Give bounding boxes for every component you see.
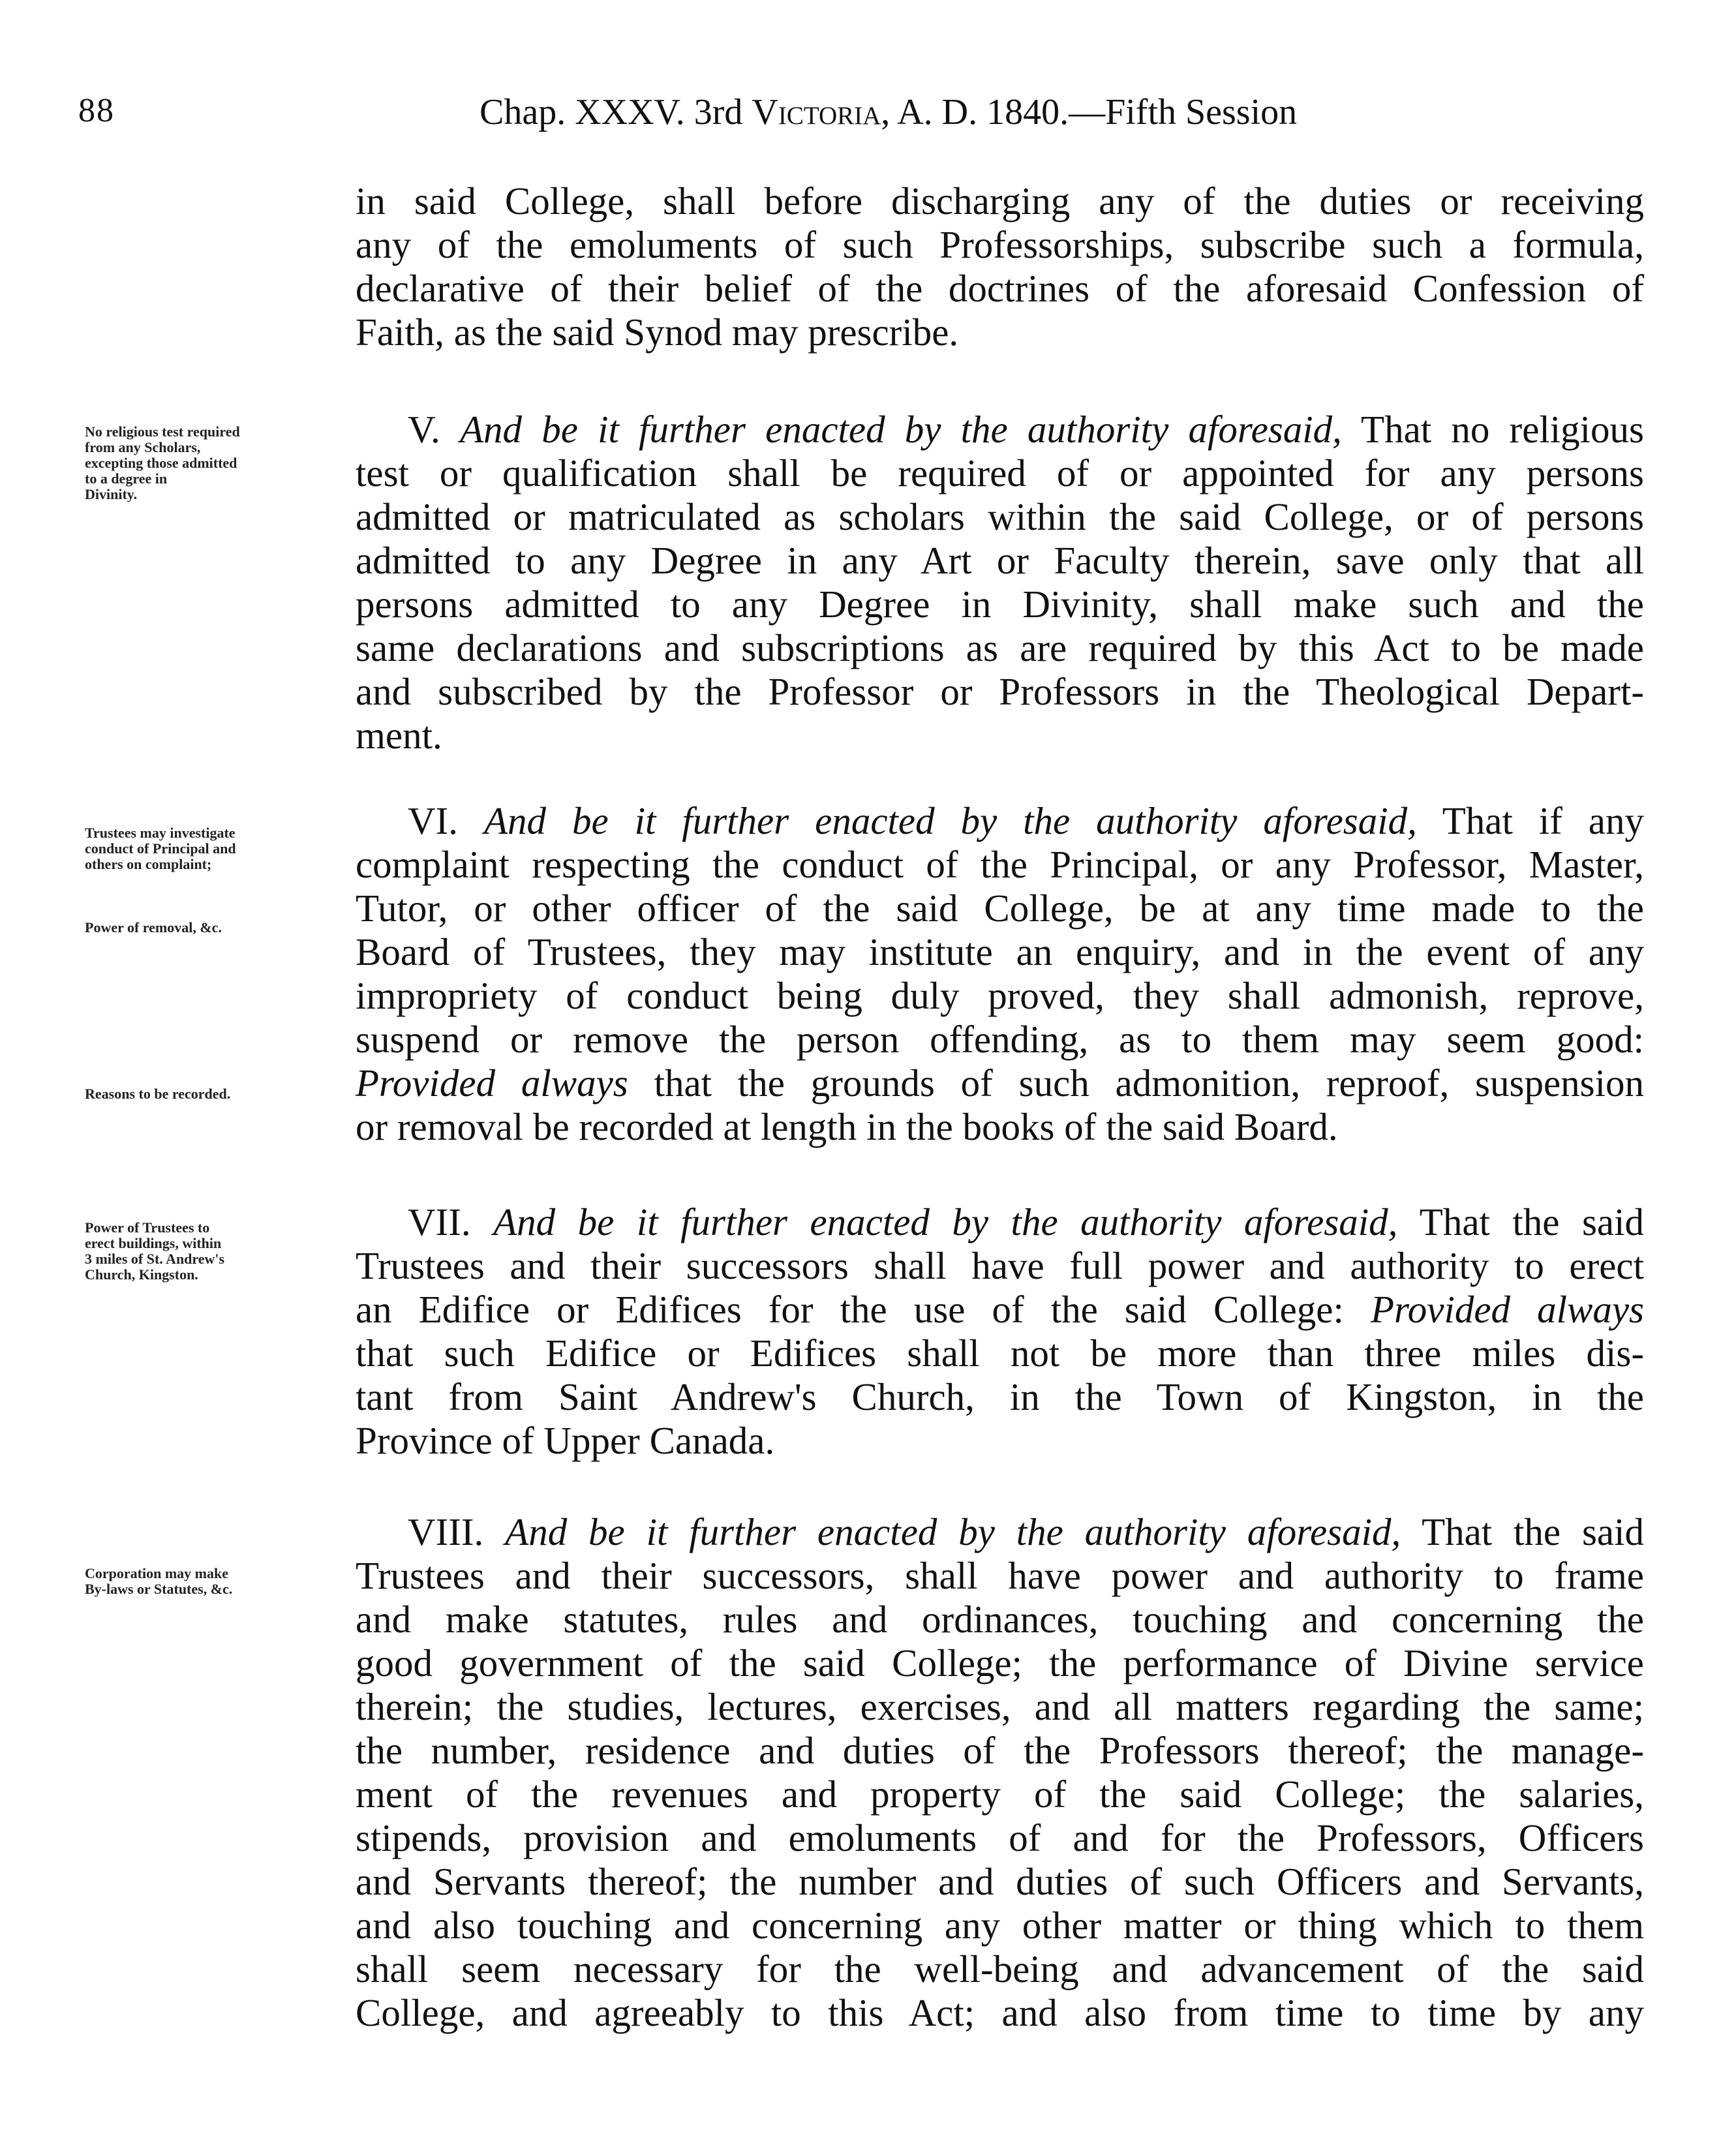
text-line: Trustees and their successors, shall have power and authority to frame (356, 1554, 1644, 1597)
marginal-note-vi-a (85, 825, 349, 872)
text-fragment: an Edifice or Edifices for the use of the said College: (356, 1288, 1344, 1331)
text-line: same declarations and subscriptions as are required by this Act to be made (356, 626, 1644, 669)
text-line: stipends, provision and emoluments of and for the Professors, Officers (356, 1816, 1644, 1859)
marginal-note-vi-c (85, 1086, 349, 1102)
note-line: 3 miles of St. Andrew's (85, 1251, 225, 1267)
text-line: Trustees and their successors shall have full power and authority to erect (356, 1244, 1644, 1287)
note-line: Corporation may make (85, 1565, 228, 1581)
enacting-clause: And be it further enacted by the authority aforesaid, (483, 799, 1417, 842)
note-line: excepting those admitted (85, 455, 237, 471)
text-line: in said College, shall before discharging any of the duties or receiving (356, 179, 1644, 222)
text-fragment: That no religious (1361, 408, 1645, 451)
section-numeral: VI. (408, 799, 459, 842)
enacting-clause: And be it further enacted by the authority aforesaid, (505, 1510, 1401, 1553)
provided-always: Provided always (356, 1061, 628, 1105)
text-line: and subscribed by the Professor or Professors in the Theological Depart- (356, 670, 1644, 713)
marginal-note-viii (85, 1566, 349, 1597)
note-line: No religious test required (85, 423, 240, 440)
marginal-note-vi-b (85, 920, 349, 936)
note-line: conduct of Principal and (85, 840, 236, 857)
enacting-clause: And be it further enacted by the authority aforesaid, (459, 408, 1342, 451)
section-vi (356, 799, 1644, 1149)
text-line: that such Edifice or Edifices shall not be more than three miles dis- (356, 1332, 1644, 1375)
text-line: persons admitted to any Degree in Divinity, shall make such and the (356, 583, 1644, 626)
text-line: College, and agreeably to this Act; and also from time to time by any (356, 1991, 1644, 2034)
section-numeral: V. (408, 408, 440, 451)
marginal-note-v (85, 424, 349, 502)
text-fragment: That if any (1442, 799, 1644, 842)
text-line: Board of Trustees, they may institute an enquiry, and in the event of any (356, 930, 1644, 973)
text-line: Tutor, or other officer of the said College, be at any time made to the (356, 887, 1644, 930)
enacting-clause: And be it further enacted by the authority aforesaid, (493, 1200, 1398, 1243)
page-header (78, 91, 1501, 137)
section-viii-first-line (356, 1510, 1644, 1554)
text-line: test or qualification shall be required of or appointed for any persons (356, 451, 1644, 495)
text-line: tant from Saint Andrew's Church, in the Town of Kingston, in the (356, 1375, 1644, 1418)
page-number: 88 (78, 92, 115, 129)
provided-line (356, 1288, 1644, 1332)
note-line: erect buildings, within (85, 1235, 222, 1251)
text-line: ment. (356, 714, 442, 757)
note-line: Trustees may investigate (85, 825, 236, 841)
text-fragment: That the said (1422, 1510, 1644, 1553)
continuation-paragraph (356, 179, 1644, 354)
section-vii-first-line (356, 1200, 1644, 1244)
running-head-prefix: Chap. XXXV. 3rd (480, 92, 752, 132)
section-vii (356, 1200, 1644, 1463)
text-line: good government of the said College; the performance of Divine service (356, 1641, 1644, 1684)
text-line: suspend or remove the person offending, as to them may seem good: (356, 1018, 1644, 1061)
text-line: and also touching and concerning any other matter or thing which to them (356, 1904, 1644, 1947)
section-v-first-line (356, 408, 1644, 451)
text-line: and make statutes, rules and ordinances, touching and concerning the (356, 1598, 1644, 1641)
text-fragment: that the grounds of such admonition, reproof, suspension (654, 1061, 1645, 1105)
section-vi-first-line (356, 799, 1644, 843)
text-line: therein; the studies, lectures, exercises, and all matters regarding the same; (356, 1685, 1644, 1728)
text-line: the number, residence and duties of the Professors thereof; the manage- (356, 1729, 1644, 1772)
section-numeral: VIII. (408, 1510, 484, 1553)
provided-always: Provided always (1370, 1288, 1645, 1331)
section-numeral: VII. (408, 1200, 471, 1243)
text-line: complaint respecting the conduct of the Principal, or any Professor, Master, (356, 843, 1644, 886)
note-line: to a degree in (85, 470, 168, 487)
note-line: Divinity. (85, 486, 138, 502)
text-line: shall seem necessary for the well-being and advancement of the said (356, 1947, 1644, 1990)
note-line: By-laws or Statutes, &c. (85, 1581, 233, 1597)
note-line: Church, Kingston. (85, 1266, 198, 1283)
section-v (356, 408, 1644, 757)
running-head (480, 91, 1297, 133)
text-line: admitted or matriculated as scholars within the said College, or of persons (356, 495, 1644, 538)
text-line: ment of the revenues and property of the said College; the salaries, (356, 1773, 1644, 1816)
running-head-suffix: , A. D. 1840.—Fifth Session (881, 92, 1298, 132)
note-line: Reasons to be recorded. (85, 1086, 231, 1102)
marginal-note-vii (85, 1220, 349, 1283)
text-fragment: That the said (1419, 1200, 1644, 1243)
note-line: Power of removal, &c. (85, 919, 222, 936)
running-head-victoria: Victoria (752, 92, 881, 132)
note-line: Power of Trustees to (85, 1219, 210, 1236)
section-viii (356, 1510, 1644, 2035)
text-line: Faith, as the said Synod may prescribe. (356, 311, 959, 354)
note-line: others on complaint; (85, 856, 212, 872)
provided-line (356, 1061, 1644, 1105)
text-line: admitted to any Degree in any Art or Faculty therein, save only that all (356, 539, 1644, 582)
text-line: or removal be recorded at length in the books of the said Board. (356, 1105, 1338, 1148)
text-line: impropriety of conduct being duly proved, they shall admonish, reprove, (356, 974, 1644, 1017)
text-line: any of the emoluments of such Professorships, subscribe such a formula, (356, 223, 1644, 266)
text-line: declarative of their belief of the doctrines of the aforesaid Confession of (356, 267, 1644, 310)
note-line: from any Scholars, (85, 439, 201, 455)
text-line: and Servants thereof; the number and duties of such Officers and Servants, (356, 1860, 1644, 1903)
text-line: Province of Upper Canada. (356, 1419, 775, 1462)
